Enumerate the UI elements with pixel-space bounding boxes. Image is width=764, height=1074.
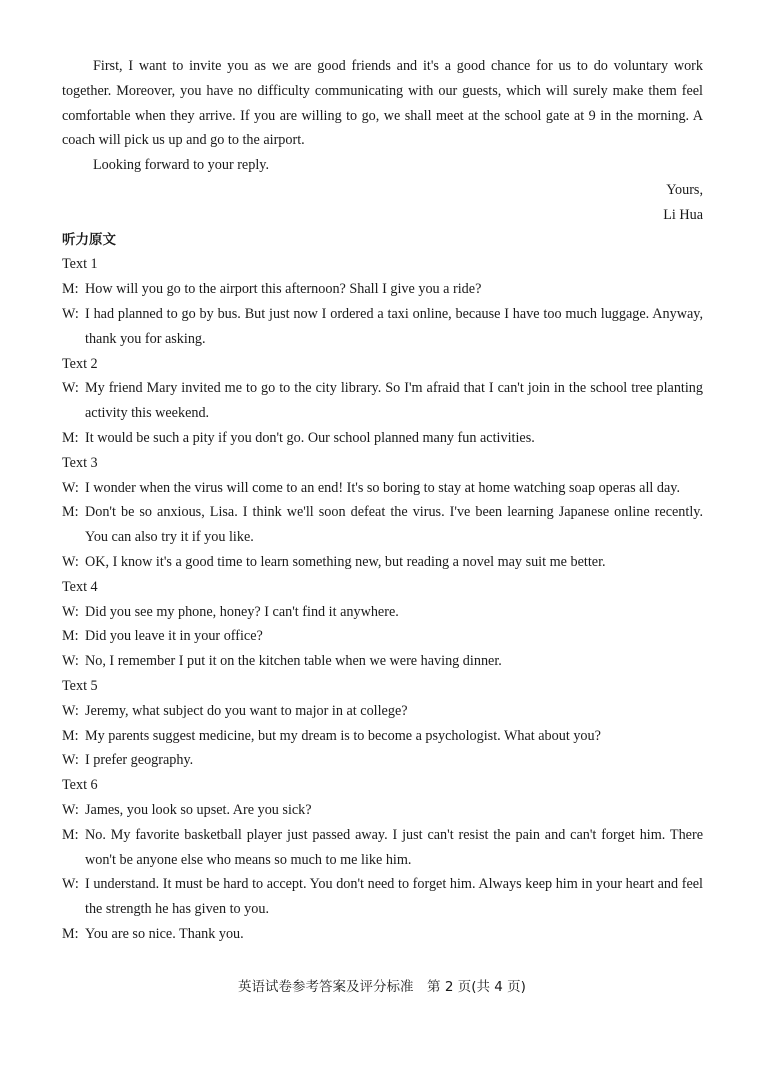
dialogue-line bbox=[62, 699, 703, 724]
dialogue-text: It would be such a pity if you don't go. Our school planned many fun activities. bbox=[85, 429, 535, 446]
listening-transcript bbox=[62, 252, 703, 946]
dialogue-line bbox=[62, 500, 703, 550]
speaker-label: W: bbox=[62, 752, 79, 769]
letter-paragraph-2: Looking forward to your reply. bbox=[93, 157, 269, 174]
dialogue-line bbox=[62, 872, 703, 922]
speaker-label: W: bbox=[62, 380, 79, 397]
speaker-label: M: bbox=[62, 504, 79, 521]
dialogue-line bbox=[62, 302, 703, 352]
speaker-label: M: bbox=[62, 925, 79, 942]
speaker-label: W: bbox=[62, 702, 79, 719]
dialogue-text: I understand. It must be hard to accept. You don't need to forget him. Always keep him in your heart and feel the strength he has given to you. bbox=[85, 876, 703, 918]
speaker-label: M: bbox=[62, 727, 79, 744]
speaker-label: W: bbox=[62, 801, 79, 818]
dialogue-line bbox=[62, 376, 703, 426]
letter-closing: Yours, bbox=[666, 181, 703, 198]
dialogue-line bbox=[62, 624, 703, 649]
text-label: Text 5 bbox=[62, 677, 98, 694]
dialogue-text: I had planned to go by bus. But just now I ordered a taxi online, because I have too much luggage. Anyway, thank you for asking. bbox=[85, 305, 703, 347]
dialogue-text: OK, I know it's a good time to learn something new, but reading a novel may suit me better. bbox=[85, 553, 606, 570]
dialogue-text: No. My favorite basketball player just passed away. I just can't resist the pain and can't forget him. There won't be anyone else who means so much to me like him. bbox=[85, 826, 703, 868]
speaker-label: W: bbox=[62, 603, 79, 620]
text-label: Text 2 bbox=[62, 355, 98, 372]
speaker-label: M: bbox=[62, 429, 79, 446]
text-label: Text 6 bbox=[62, 777, 98, 794]
dialogue-text: Did you see my phone, honey? I can't find it anywhere. bbox=[85, 603, 399, 620]
speaker-label: M: bbox=[62, 826, 79, 843]
dialogue-text: I prefer geography. bbox=[85, 752, 194, 769]
dialogue-line bbox=[62, 823, 703, 873]
dialogue-text: Jeremy, what subject do you want to major in at college? bbox=[85, 702, 408, 719]
dialogue-line bbox=[62, 277, 703, 302]
dialogue-line bbox=[62, 600, 703, 625]
dialogue-text: My friend Mary invited me to go to the city library. So I'm afraid that I can't join in the school tree planting activity this weekend. bbox=[85, 380, 703, 422]
page-footer: 英语试卷参考答案及评分标准 第 2 页(共 4 页) bbox=[238, 979, 526, 995]
dialogue-line bbox=[62, 922, 703, 947]
dialogue-text: Don't be so anxious, Lisa. I think we'll soon defeat the virus. I've been learning Japanese online recently. You can also try it if you like. bbox=[85, 504, 703, 546]
document-page bbox=[62, 54, 703, 947]
dialogue-text: My parents suggest medicine, but my dream is to become a psychologist. What about you? bbox=[85, 727, 601, 744]
speaker-label: M: bbox=[62, 281, 79, 298]
dialogue-text: No, I remember I put it on the kitchen table when we were having dinner. bbox=[85, 653, 502, 670]
dialogue-line bbox=[62, 649, 703, 674]
speaker-label: W: bbox=[62, 553, 79, 570]
speaker-label: W: bbox=[62, 653, 79, 670]
dialogue-text: I wonder when the virus will come to an end! It's so boring to stay at home watching soap operas all day. bbox=[85, 479, 681, 496]
text-label: Text 1 bbox=[62, 256, 98, 273]
dialogue-text: Did you leave it in your office? bbox=[85, 628, 263, 645]
dialogue-line bbox=[62, 476, 703, 501]
speaker-label: M: bbox=[62, 628, 79, 645]
dialogue-line bbox=[62, 724, 703, 749]
speaker-label: W: bbox=[62, 305, 79, 322]
dialogue-line bbox=[62, 748, 703, 773]
dialogue-line bbox=[62, 426, 703, 451]
text-label: Text 4 bbox=[62, 578, 98, 595]
dialogue-line bbox=[62, 550, 703, 575]
letter-paragraph-1: First, I want to invite you as we are good friends and it's a good chance for us to do voluntary work together. Moreover, you have no difficulty communicating with our guests, which will surely make them feel comfortable when they arrive. If you are willing to go, we shall meet at the school gate at 9 in the morning. A coach will pick us up and go to the airport. bbox=[62, 58, 703, 149]
speaker-label: W: bbox=[62, 876, 79, 893]
dialogue-text: How will you go to the airport this afternoon? Shall I give you a ride? bbox=[85, 281, 482, 298]
letter-signature: Li Hua bbox=[663, 206, 703, 223]
listening-heading: 听力原文 bbox=[62, 231, 116, 248]
speaker-label: W: bbox=[62, 479, 79, 496]
dialogue-text: You are so nice. Thank you. bbox=[85, 925, 244, 942]
dialogue-line bbox=[62, 798, 703, 823]
text-label: Text 3 bbox=[62, 454, 98, 471]
dialogue-text: James, you look so upset. Are you sick? bbox=[85, 801, 312, 818]
